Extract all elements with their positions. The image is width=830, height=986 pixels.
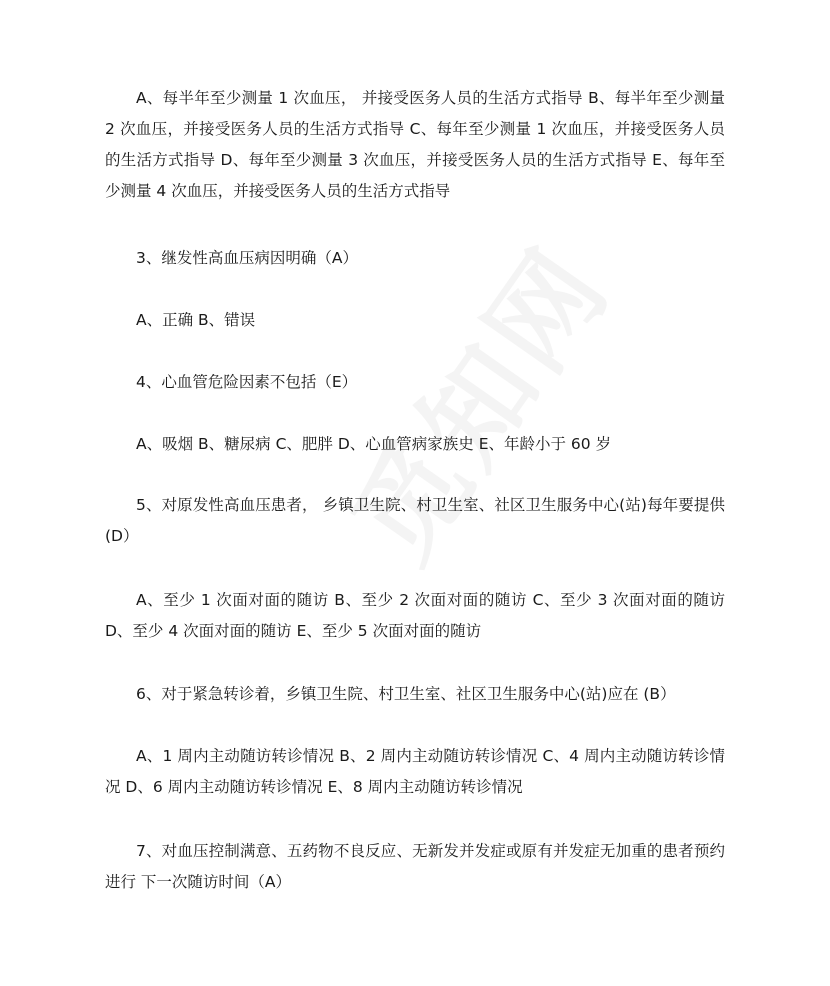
answer-options-q4: A、吸烟 B、糖尿病 C、肥胖 D、心血管病家族史 E、年龄小于 60 岁 — [136, 435, 612, 453]
question-6: 6、对于紧急转诊着，乡镇卫生院、村卫生室、社区卫生服务中心(站)应在 (B） — [136, 685, 676, 703]
question-5: 5、对原发性高血压患者， 乡镇卫生院、村卫生室、社区卫生服务中心(站)每年要提供(D） — [105, 496, 725, 545]
question-7: 7、对血压控制满意、五药物不良反应、无新发并发症或原有并发症无加重的患者预约进行 下一次随访时间（A） — [105, 842, 725, 891]
answer-options-q6: A、1 周内主动随访转诊情况 B、2 周内主动随访转诊情况 C、4 周内主动随访转诊情况 D、6 周内主动随访转诊情况 E、8 周内主动随访转诊情况 — [105, 747, 725, 796]
answer-options-q3: A、正确 B、错误 — [136, 311, 256, 329]
answer-options-q5: A、至少 1 次面对面的随访 B、至少 2 次面对面的随访 C、至少 3 次面对面的随访 D、至少 4 次面对面的随访 E、至少 5 次面对面的随访 — [105, 591, 725, 640]
question-4: 4、心血管危险因素不包括（E） — [136, 373, 358, 391]
question-3: 3、继发性高血压病因明确（A） — [136, 249, 358, 267]
answer-options-q2: A、每半年至少测量 1 次血压， 并接受医务人员的生活方式指导 B、每半年至少测量 2 次血压，并接受医务人员的生活方式指导 C、每年至少测量 1 次血压，并接受医务人员的生活方式指导 D、每年至少测量 3 次血压，并接受医务人员的生活方式指导 E、每年至少测量 4 次血压，并接受医务人员的生活方式指导 — [105, 89, 725, 200]
